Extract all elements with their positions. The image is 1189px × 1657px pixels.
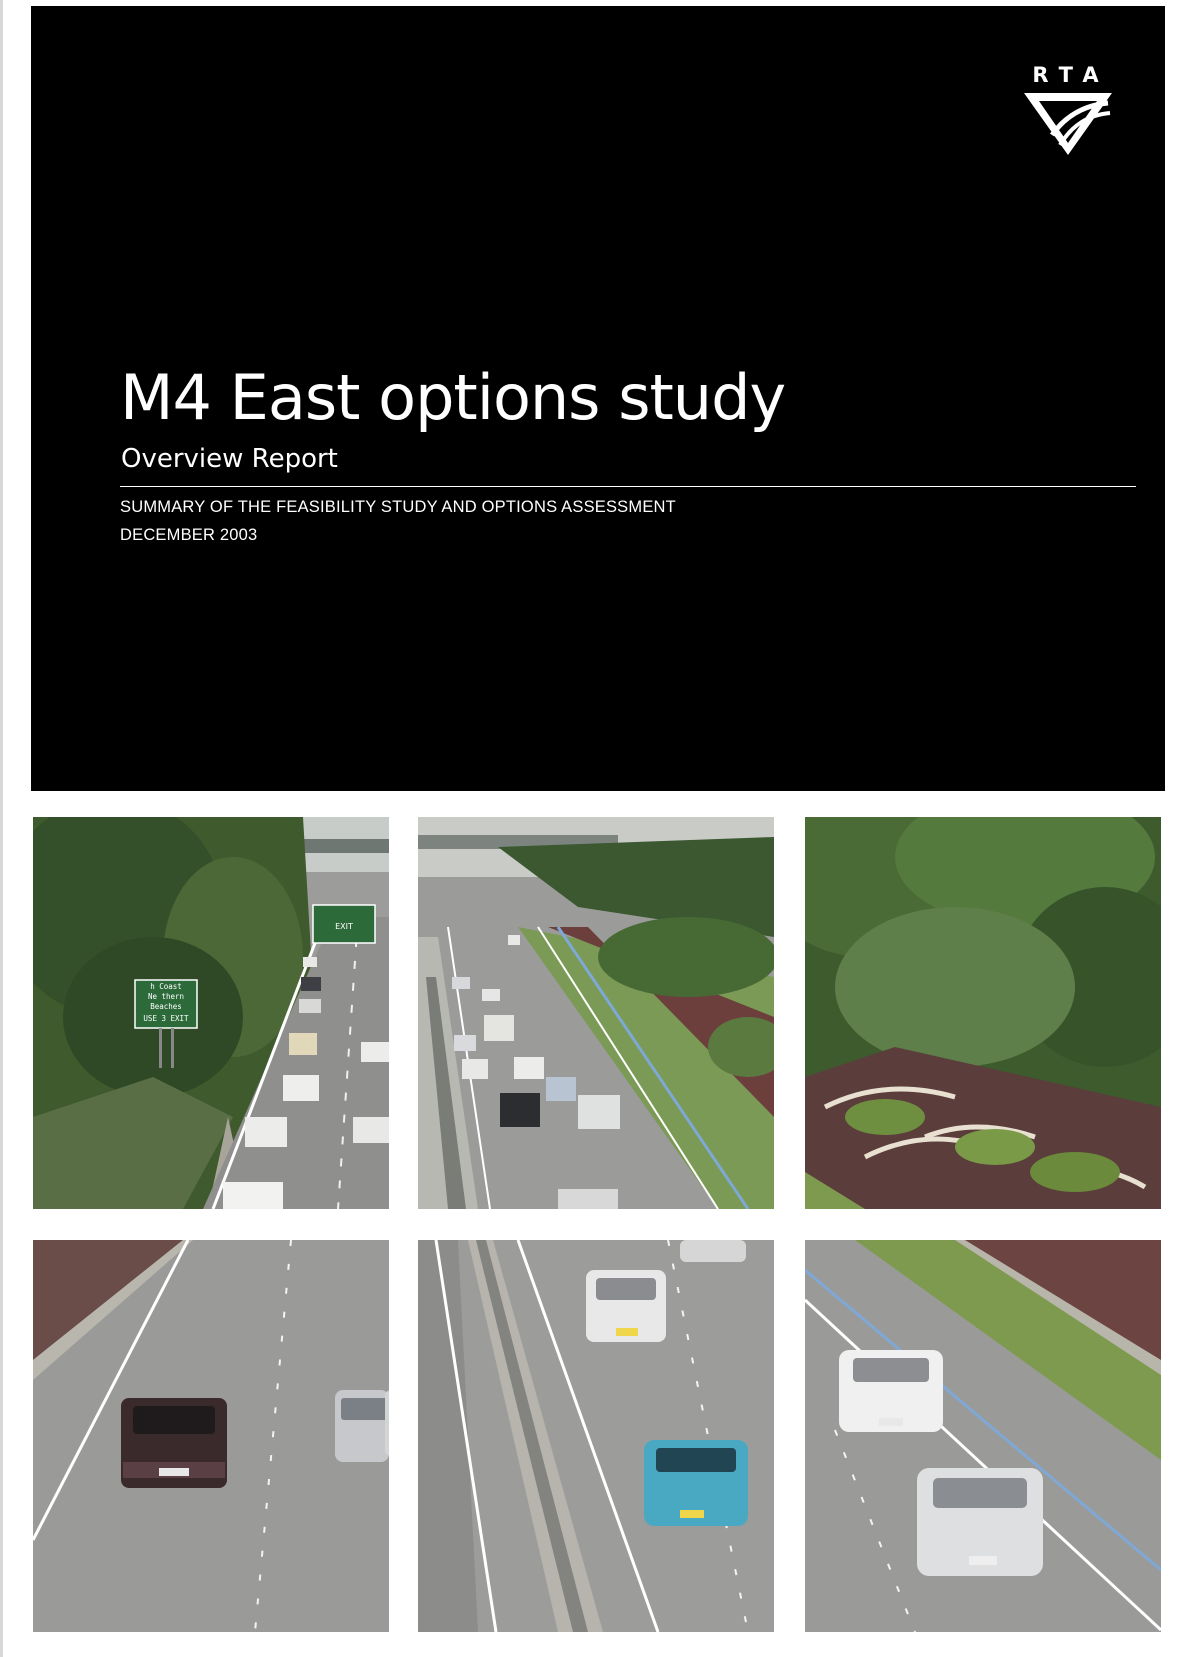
divider	[120, 486, 1136, 487]
sign-line-3: Beaches	[150, 1002, 182, 1011]
photo-landscaping	[805, 817, 1161, 1209]
photo-motorway-view	[418, 817, 774, 1209]
green-sign-text: EXIT	[335, 922, 353, 931]
rta-logo	[1008, 63, 1126, 163]
summary-line: SUMMARY OF THE FEASIBILITY STUDY AND OPTIONS ASSESSMENT	[120, 498, 676, 516]
logo-text: RTA	[1032, 63, 1110, 87]
photo-motorway-signs	[33, 817, 389, 1209]
photo-dark-sedan	[33, 1240, 389, 1632]
sign-line-1: h Coast	[150, 982, 182, 991]
photo-median-barrier	[418, 1240, 774, 1632]
cover-panel	[31, 6, 1165, 791]
report-date: DECEMBER 2003	[120, 526, 258, 544]
page-edge	[0, 0, 3, 1657]
sign-line-2: Ne thern	[147, 992, 185, 1001]
photo-white-cars	[805, 1240, 1161, 1632]
rta-logo-icon	[1022, 91, 1114, 157]
page-title: M4 East options study	[120, 361, 786, 434]
sign-line-4: USE 3 EXIT	[143, 1014, 189, 1023]
page-subtitle: Overview Report	[121, 444, 338, 474]
